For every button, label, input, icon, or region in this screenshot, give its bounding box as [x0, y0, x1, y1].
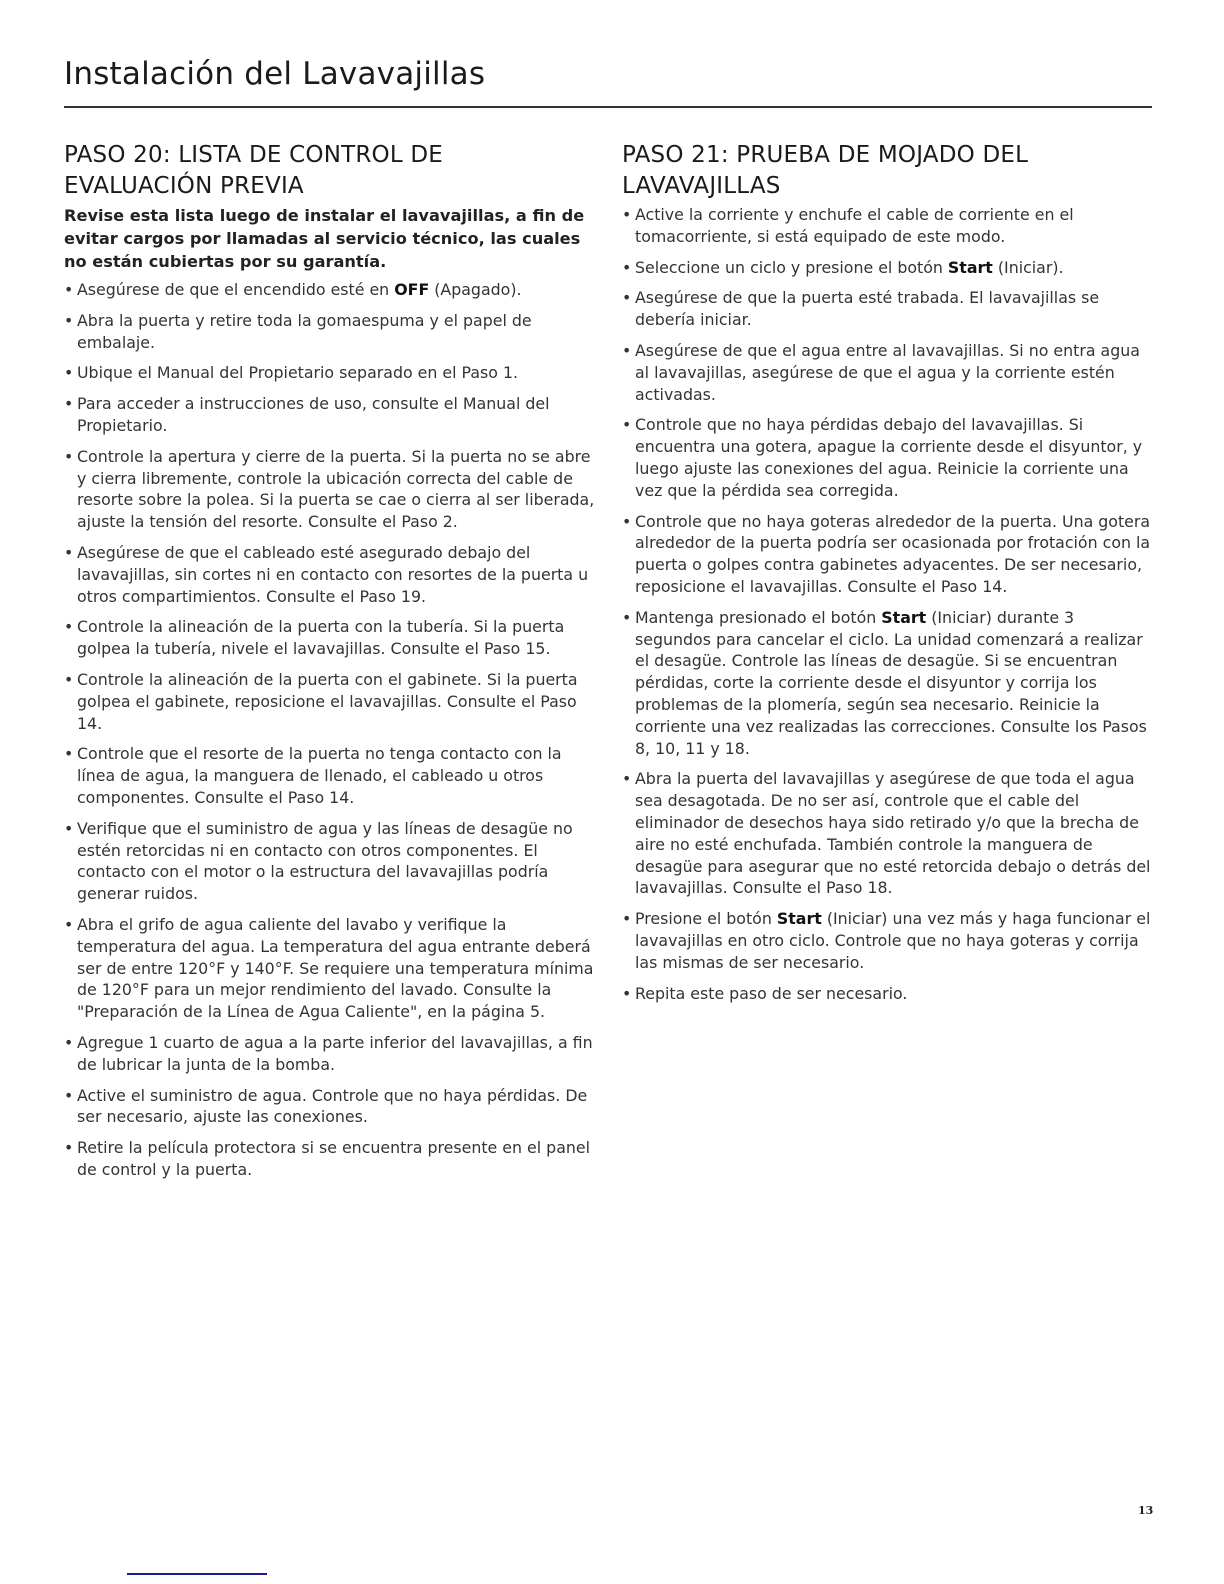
step-20-checklist [64, 279, 598, 1181]
item-text: Controle que no haya goteras alrededor de la puerta. Una gotera alrededor de la puerta podría ser ocasionada por frotación con la puerta o golpes contra gabinetes adyacentes. De ser necesario, reposicione el lavavajillas. Consulte el Paso 14. [635, 511, 1151, 596]
heading-line: PASO 21: PRUEBA DE MOJADO DEL [622, 142, 1029, 168]
heading-line: LAVAVAJILLAS [622, 173, 781, 199]
item-text: (Apagado). [429, 280, 522, 299]
bold-term: Start [881, 607, 927, 627]
list-item [622, 768, 1154, 899]
item-text: (Iniciar) una vez más y haga funcionar el lavavajillas en otro ciclo. Controle que no haya goteras y corrija las mismas de ser necesario. [635, 909, 1151, 972]
step-20-heading [64, 140, 598, 202]
list-item [622, 204, 1154, 248]
page-number: 13 [1138, 1504, 1154, 1517]
item-text: Asegúrese de que el agua entre al lavavajillas. Si no entra agua al lavavajillas, asegúrese de que el agua y la corriente estén activadas. [635, 340, 1140, 404]
heading-line: PASO 20: LISTA DE CONTROL DE [64, 142, 444, 168]
list-item [64, 279, 598, 301]
list-item [64, 393, 598, 437]
item-text: Repita este paso de ser necesario. [635, 983, 908, 1003]
list-item [622, 983, 1154, 1005]
item-text: Mantenga presionado el botón [635, 607, 882, 627]
item-text: Abra la puerta y retire toda la gomaespuma y el papel de embalaje. [77, 310, 532, 352]
item-text: Controle la apertura y cierre de la puerta. Si la puerta no se abre y cierra libremente, controle la ubicación correcta del cable de resorte sobre la polea. Si la puerta se cae o cierra al ser liberada, ajuste la tensión del resorte. Consulte el Paso 2. [77, 446, 595, 532]
step-21-heading [622, 140, 1154, 202]
bold-term: OFF [394, 280, 430, 299]
bold-term: Start [776, 909, 822, 929]
list-item [622, 287, 1154, 331]
step-20-section [64, 140, 598, 1190]
step-20-intro: Revise esta lista luego de instalar el lavavajillas, a fin de evitar cargos por llamadas al servicio técnico, las cuales no están cubiertas por su garantía. [64, 206, 585, 271]
list-item [64, 669, 598, 734]
item-text: Abra el grifo de agua caliente del lavabo y verifique la temperatura del agua. La temperatura del agua entrante deberá ser de entre 120°F y 140°F. Se requiere una temperatura mínima de 120°F para un mejor rendimiento del lavado. Consulte la "Preparación de la Línea de Agua Caliente", en la página 5. [77, 914, 594, 1022]
item-text: Active el suministro de agua. Controle que no haya pérdidas. De ser necesario, ajuste las conexiones. [77, 1085, 588, 1127]
list-item [622, 511, 1154, 598]
item-text: (Iniciar) durante 3 segundos para cancelar el ciclo. La unidad comenzará a realizar el desagüe. Controle las líneas de desagüe. Si se encuentran pérdidas, corte la corriente desde el disyuntor y corrija los problemas de la plomería, según sea necesario. Reinicie la corriente una vez realizadas las correcciones. Consulte los Pasos 8, 10, 11 y 18. [635, 607, 1147, 758]
list-item [622, 908, 1154, 973]
list-item [64, 743, 598, 808]
step-21-section [622, 140, 1154, 1013]
list-item [64, 362, 598, 384]
item-text: Para acceder a instrucciones de uso, consulte el Manual del Propietario. [77, 394, 550, 435]
item-text: Agregue 1 cuarto de agua a la parte inferior del lavavajillas, a fin de lubricar la junta de la bomba. [77, 1032, 593, 1074]
item-text: Active la corriente y enchufe el cable de corriente en el tomacorriente, si está equipado de este modo. [635, 205, 1074, 246]
footer-line [127, 1573, 267, 1575]
list-item [64, 616, 598, 660]
heading-line: EVALUACIÓN PREVIA [64, 173, 304, 199]
list-item [622, 257, 1154, 279]
bold-term: Start [947, 257, 993, 277]
list-item [64, 310, 598, 354]
list-item [64, 542, 598, 607]
item-text: Seleccione un ciclo y presione el botón [635, 257, 948, 277]
item-text: Asegúrese de que la puerta esté trabada. El lavavajillas se debería iniciar. [635, 288, 1100, 330]
list-item [64, 446, 598, 533]
item-text: Abra la puerta del lavavajillas y asegúrese de que toda el agua sea desagotada. De no ser así, controle que el cable del eliminador de desechos haya sido retirado y/o que la brecha de aire no esté enchufada. También controle la manguera de desagüe para asegurar que no esté retorcida debajo o detrás del lavavajillas. Consulte el Paso 18. [635, 769, 1151, 898]
item-text: Controle la alineación de la puerta con la tubería. Si la puerta golpea la tubería, nivele el lavavajillas. Consulte el Paso 15. [77, 617, 565, 659]
item-text: Ubique el Manual del Propietario separado en el Paso 1. [77, 363, 519, 383]
title-divider [64, 106, 1152, 108]
item-text: (Iniciar). [992, 257, 1064, 277]
item-text: Controle la alineación de la puerta con el gabinete. Si la puerta golpea el gabinete, reposicione el lavavajillas. Consulte el Paso 14. [77, 669, 578, 733]
step-21-checklist [622, 204, 1154, 1004]
list-item [64, 1032, 598, 1076]
list-item [622, 340, 1154, 405]
list-item [64, 818, 598, 905]
list-item [64, 914, 598, 1023]
item-text: Asegúrese de que el encendido esté en [77, 280, 395, 299]
list-item [622, 607, 1154, 760]
list-item [622, 414, 1154, 501]
item-text: Presione el botón [635, 909, 777, 929]
item-text: Retire la película protectora si se encuentra presente en el panel de control y la puerta. [77, 1138, 591, 1179]
item-text: Asegúrese de que el cableado esté asegurado debajo del lavavajillas, sin cortes ni en contacto con resortes de la puerta u otros compartimientos. Consulte el Paso 19. [77, 542, 589, 606]
page-title: Instalación del Lavavajillas [64, 56, 486, 92]
item-text: Controle que no haya pérdidas debajo del lavavajillas. Si encuentra una gotera, apague la corriente desde el disyuntor, y luego ajuste las conexiones del agua. Reinicie la corriente una vez que la pérdida sea corregida. [635, 415, 1143, 500]
item-text: Verifique que el suministro de agua y las líneas de desagüe no estén retorcidas ni en contacto con otros componentes. El contacto con el motor o la estructura del lavavajillas podría generar ruidos. [77, 818, 573, 904]
item-text: Controle que el resorte de la puerta no tenga contacto con la línea de agua, la manguera de llenado, el cableado u otros componentes. Consulte el Paso 14. [77, 744, 562, 807]
list-item [64, 1085, 598, 1129]
list-item [64, 1137, 598, 1181]
